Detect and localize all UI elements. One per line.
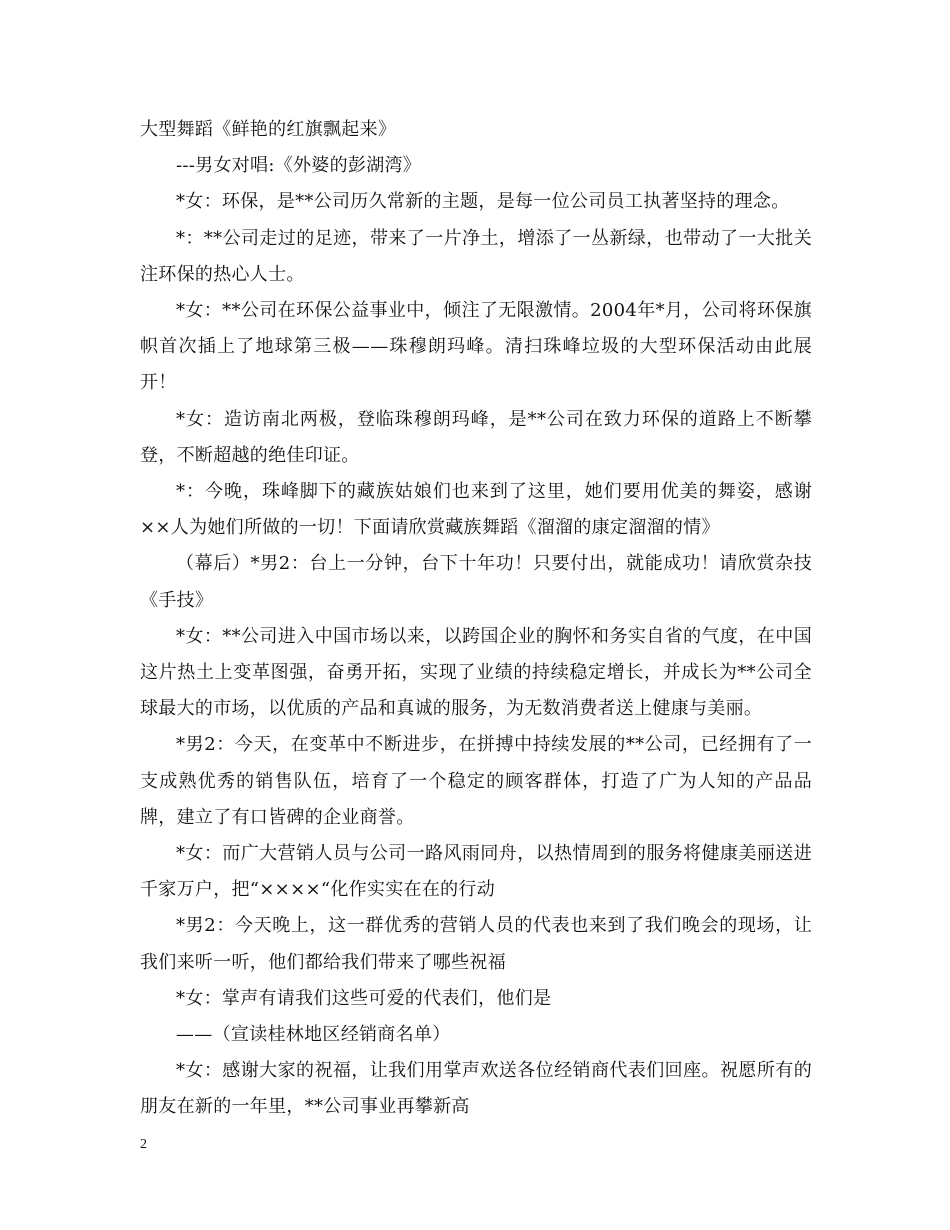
paragraph: *：**公司走过的足迹，带来了一片净土，增添了一丛新绿，也带动了一大批关注环保的热心人士。 — [140, 227, 812, 285]
paragraph: *：今晚，珠峰脚下的藏族姑娘们也来到了这里，她们要用优美的舞姿，感谢××人为她们所做的一切！下面请欣赏藏族舞蹈《溜溜的康定溜溜的情》 — [140, 481, 812, 539]
paragraph: *女：而广大营销人员与公司一路风雨同舟，以热情周到的服务将健康美丽送进千家万户，把“××××“化作实实在在的行动 — [140, 843, 812, 901]
paragraph: *男2：今天，在变革中不断进步，在拼搏中持续发展的**公司，已经拥有了一支成熟优秀的销售队伍，培育了一个稳定的顾客群体，打造了广为人知的产品品牌，建立了有口皆碑的企业商誉。 — [140, 734, 812, 828]
paragraph: *女：**公司在环保公益事业中，倾注了无限激情。2004年*月，公司将环保旗帜首次插上了地球第三极——珠穆朗玛峰。清扫珠峰垃圾的大型环保活动由此展开！ — [140, 300, 812, 394]
paragraph: *女：环保，是**公司历久常新的主题，是每一位公司员工执著坚持的理念。 — [176, 191, 790, 213]
paragraph: *女：**公司进入中国市场以来，以跨国企业的胸怀和务实自省的气度，在中国这片热土上变革图强，奋勇开拓，实现了业绩的持续稳定增长，并成长为**公司全球最大的市场，以优质的产品和真诚的服务，为无数消费者送上健康与美丽。 — [140, 625, 812, 720]
paragraph: *女：掌声有请我们这些可爱的代表们，他们是 — [176, 987, 552, 1009]
paragraph: *男2：今天晚上，这一群优秀的营销人员的代表也来到了我们晚会的现场，让我们来听一听，他们都给我们带来了哪些祝福 — [140, 915, 812, 973]
paragraph: （幕后）*男2：台上一分钟，台下十年功！只要付出，就能成功！请欣赏杂技《手技》 — [140, 553, 812, 611]
document-body — [140, 112, 812, 1126]
paragraph: ——（宣读桂林地区经销商名单） — [176, 1024, 451, 1046]
paragraph: *女：造访南北两极，登临珠穆朗玛峰，是**公司在致力环保的道路上不断攀登，不断超越的绝佳印证。 — [140, 408, 812, 466]
paragraph: ---男女对唱:《外婆的彭湖湾》 — [176, 155, 422, 177]
paragraph: *女：感谢大家的祝福，让我们用掌声欢送各位经销商代表们回座。祝愿所有的朋友在新的一年里，**公司事业再攀新高 — [140, 1060, 812, 1118]
page-number: 2 — [140, 1137, 147, 1152]
paragraph-title: 大型舞蹈《鲜艳的红旗飘起来》 — [140, 119, 397, 140]
